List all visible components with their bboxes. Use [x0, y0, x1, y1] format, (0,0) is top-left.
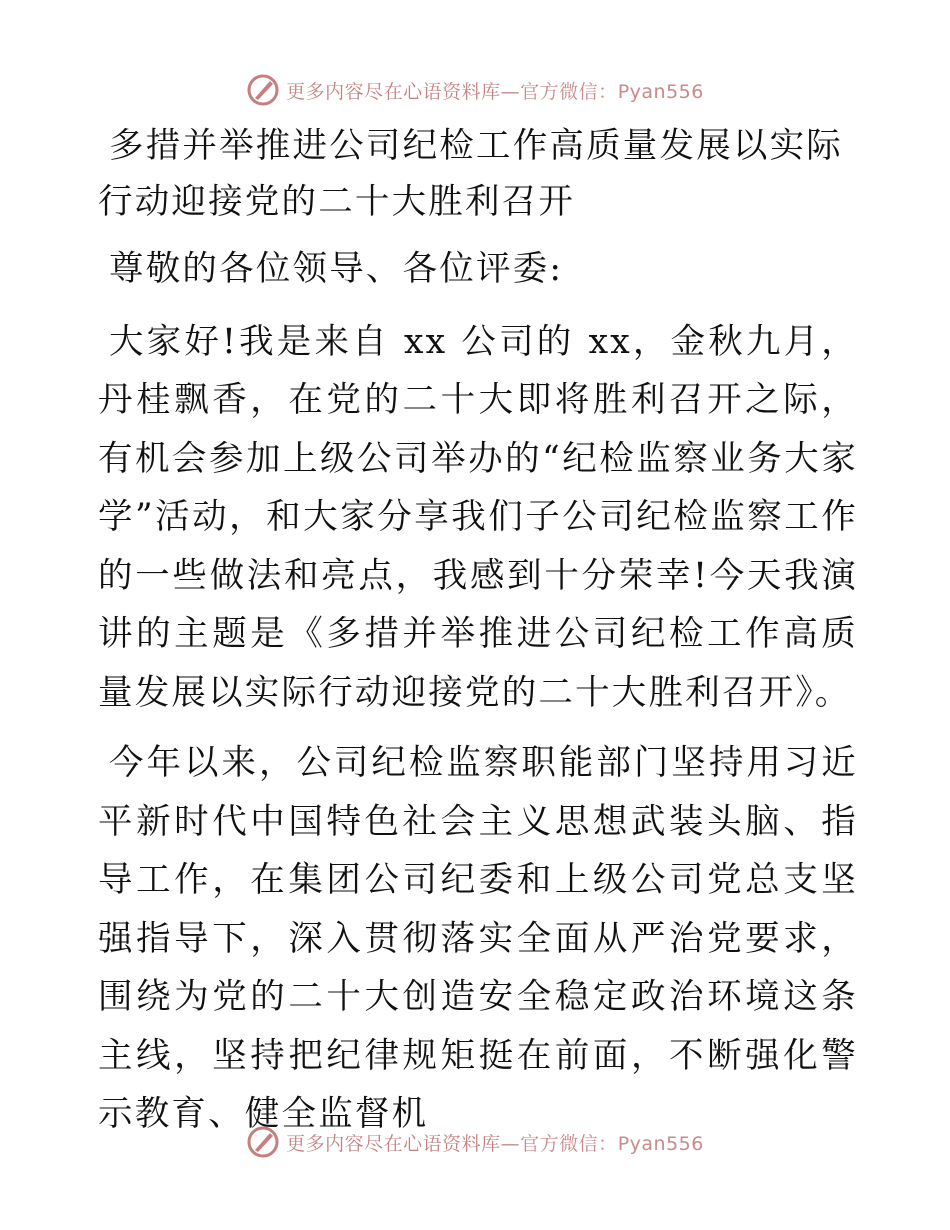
salutation: 尊敬的各位领导、各位评委:	[109, 249, 564, 289]
watermark-dash: —	[500, 1132, 521, 1155]
paragraph-1: 大家好!我是来自 xx 公司的 xx，金秋九月，丹桂飘香，在党的二十大即将胜利召开之际，有机会参加上级公司举办的“纪检监察业务大家学”活动，和大家分享我们子公司纪检监察工作的一些做法和亮点，我感到十分荣幸!今天我演讲的主题是《多措并举推进公司纪检工作高质量发展以实际行动迎接党的二十大胜利召开》。	[98, 321, 858, 713]
watermark-wechat-id: Pyan556	[617, 1132, 704, 1155]
paragraph-2: 今年以来，公司纪检监察职能部门坚持用习近平新时代中国特色社会主义思想武装头脑、指导工作，在集团公司纪委和上级公司党总支坚强指导下，深入贯彻落实全面从严治党要求，围绕为党的二十大创造安全稳定政治环境这条主线，坚持把纪律规矩挺在前面，不断强化警示教育、健全监督机	[98, 743, 858, 1134]
watermark-wechat-id: Pyan556	[617, 80, 704, 103]
quill-circle-icon	[246, 73, 280, 107]
header-watermark	[0, 70, 950, 110]
footer-watermark	[0, 1122, 950, 1162]
watermark-dash: —	[500, 80, 521, 103]
watermark-site-text: 更多内容尽在心语资料库	[286, 80, 501, 103]
watermark-wechat-label: 官方微信：	[520, 1132, 618, 1155]
document-title: 多措并举推进公司纪检工作高质量发展以实际行动迎接党的二十大胜利召开	[98, 126, 843, 222]
document-body	[98, 118, 858, 1156]
quill-circle-icon	[246, 1125, 280, 1159]
watermark-wechat-label: 官方微信：	[520, 80, 618, 103]
watermark-site-text: 更多内容尽在心语资料库	[286, 1132, 501, 1155]
